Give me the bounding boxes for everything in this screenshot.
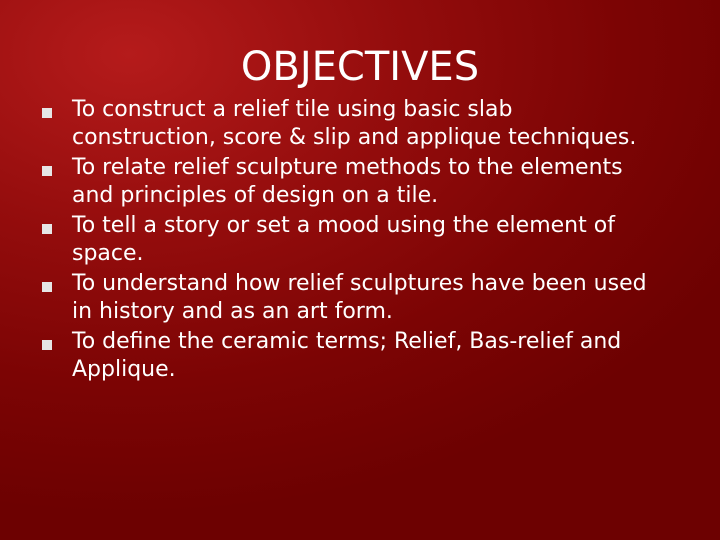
- square-bullet-icon: [42, 166, 52, 176]
- list-item: [0, 328, 662, 384]
- objectives-list: [0, 96, 720, 386]
- slide-title-text: OBJECTIVES: [240, 44, 480, 90]
- square-bullet-icon: [42, 282, 52, 292]
- slide-title: [0, 42, 720, 92]
- list-item-text: To define the ceramic terms; Relief, Bas-relief and Applique.: [72, 329, 622, 382]
- list-item: [0, 212, 662, 268]
- list-item: [0, 96, 662, 152]
- list-item-text: To relate relief sculpture methods to the elements and principles of design on a tile.: [72, 155, 623, 208]
- square-bullet-icon: [42, 224, 52, 234]
- list-item: [0, 154, 662, 210]
- list-item-text: To construct a relief tile using basic slab construction, score & slip and applique techniques.: [72, 97, 637, 150]
- square-bullet-icon: [42, 108, 52, 118]
- list-item-text: To tell a story or set a mood using the element of space.: [72, 213, 615, 266]
- list-item-text: To understand how relief sculptures have been used in history and as an art form.: [72, 271, 647, 324]
- list-item: [0, 270, 662, 326]
- square-bullet-icon: [42, 340, 52, 350]
